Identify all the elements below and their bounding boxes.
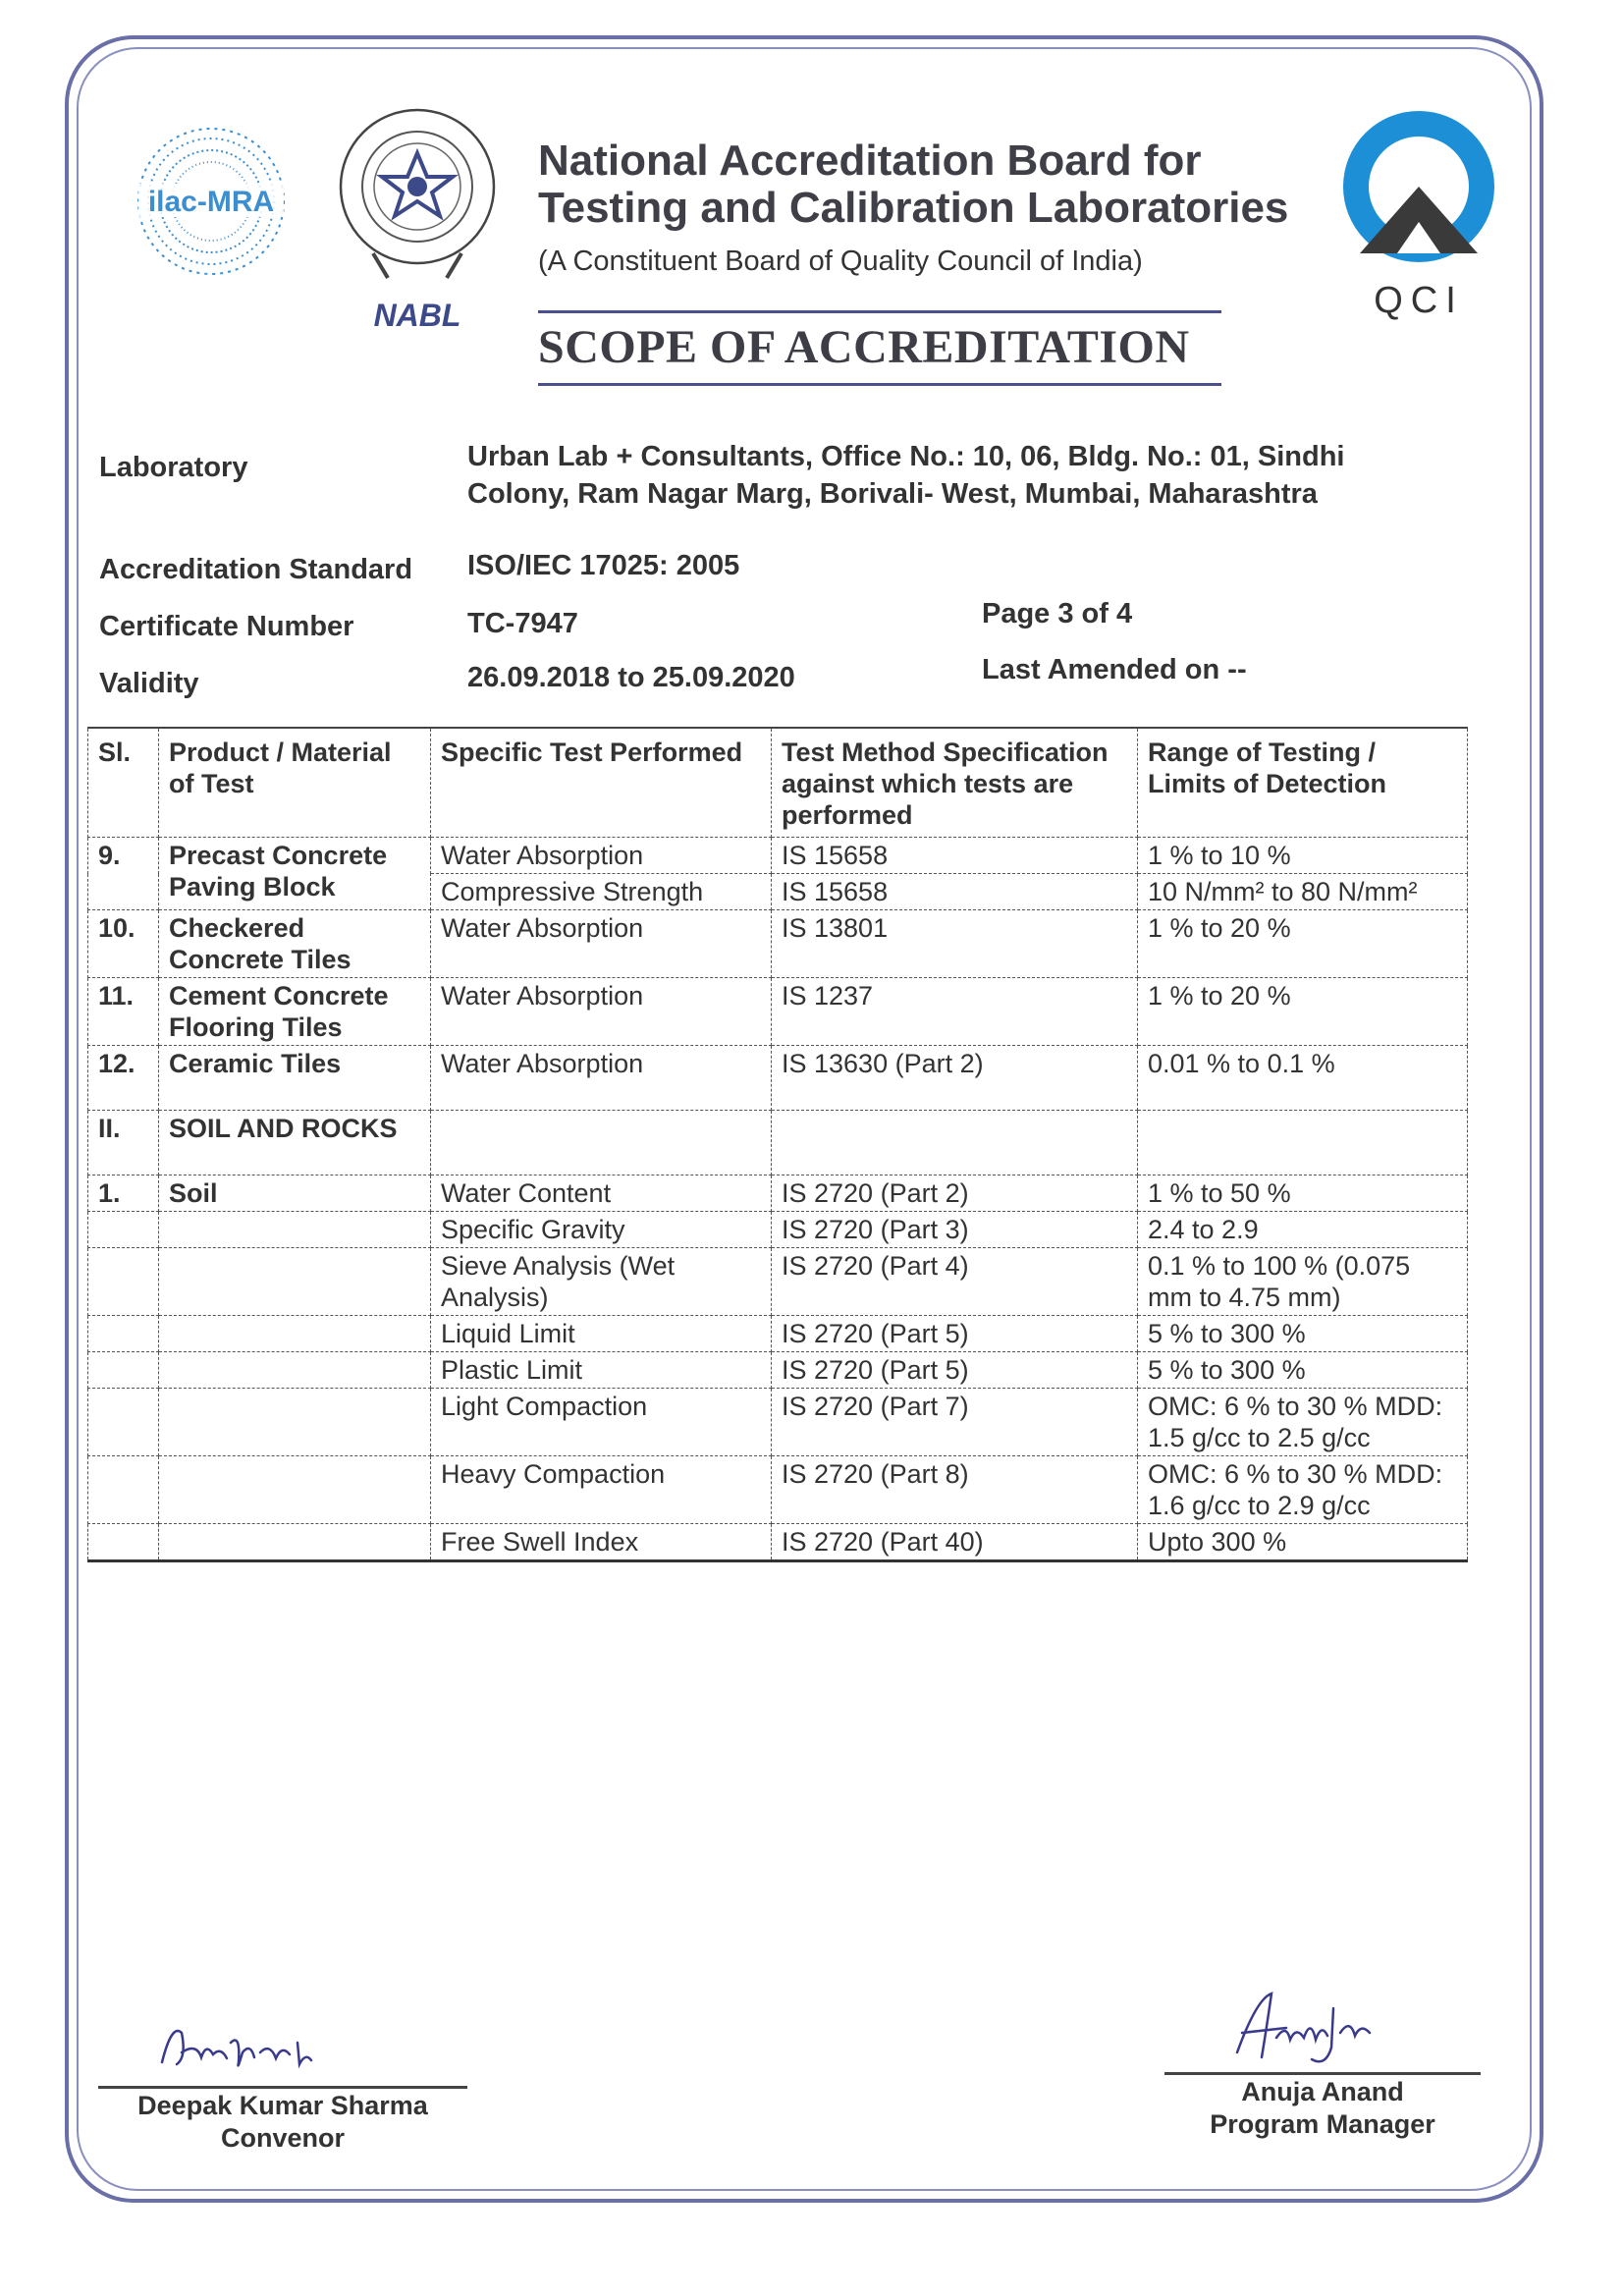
table-row	[88, 1111, 1468, 1175]
cell-test: Specific Gravity	[431, 1212, 772, 1248]
cell-method: IS 1237	[772, 978, 1138, 1046]
cell-range: 1 % to 20 %	[1138, 910, 1468, 978]
laboratory-value: Urban Lab + Consultants, Office No.: 10, 06, Bldg. No.: 01, Sindhi Colony, Ram Nagar Marg, Borivali- West, Mumbai, Maharashtra	[467, 441, 1345, 510]
cell-method: IS 2720 (Part 3)	[772, 1212, 1138, 1248]
cell-sl	[88, 1212, 159, 1248]
qci-logo	[1330, 106, 1507, 322]
cell-method: IS 2720 (Part 4)	[772, 1248, 1138, 1316]
cell-test: Light Compaction	[431, 1389, 772, 1456]
cell-test: Heavy Compaction	[431, 1456, 772, 1524]
cell-test: Water Absorption	[431, 838, 772, 874]
cell-range: 1 % to 20 %	[1138, 978, 1468, 1046]
cell-test: Water Absorption	[431, 978, 772, 1046]
cell-test	[431, 1111, 772, 1175]
signatory-left-name: Deepak Kumar Sharma	[137, 2091, 428, 2120]
nabl-logo	[334, 106, 501, 332]
cell-sl	[88, 1248, 159, 1316]
cell-product: SOIL AND ROCKS	[159, 1111, 431, 1175]
cell-product: Cement Concrete Flooring Tiles	[159, 978, 431, 1046]
cell-test: Water Absorption	[431, 1046, 772, 1111]
table-row	[88, 1248, 1468, 1316]
cell-sl: 9.	[88, 838, 159, 910]
header-test: Specific Test Performed	[431, 728, 772, 838]
document-title: SCOPE OF ACCREDITATION	[538, 321, 1190, 373]
header-range: Range of Testing / Limits of Detection	[1138, 728, 1468, 838]
cell-method: IS 13801	[772, 910, 1138, 978]
nabl-logo-text: NABL	[373, 298, 461, 332]
org-subtitle: (A Constituent Board of Quality Council of India)	[538, 246, 1143, 277]
table-row	[88, 838, 1468, 874]
cell-method: IS 2720 (Part 40)	[772, 1524, 1138, 1561]
qci-logo-text: QCI	[1374, 280, 1464, 321]
org-name-line1: National Accreditation Board for	[538, 137, 1202, 185]
certificate-value: TC-7947	[467, 608, 578, 639]
cell-product	[159, 1456, 431, 1524]
table-header-row	[88, 728, 1468, 838]
cell-product	[159, 1352, 431, 1389]
table-row	[88, 978, 1468, 1046]
cell-test: Liquid Limit	[431, 1316, 772, 1352]
cell-sl	[88, 1352, 159, 1389]
cell-product: Ceramic Tiles	[159, 1046, 431, 1111]
cell-range: 5 % to 300 %	[1138, 1352, 1468, 1389]
cell-range	[1138, 1111, 1468, 1175]
cell-sl: 11.	[88, 978, 159, 1046]
cell-product	[159, 1212, 431, 1248]
header-sl: Sl.	[88, 728, 159, 838]
laboratory-label: Laboratory	[99, 452, 248, 483]
page-info: Page 3 of 4	[982, 598, 1133, 629]
cell-test: Water Content	[431, 1175, 772, 1212]
cell-sl	[88, 1456, 159, 1524]
cell-range: 0.1 % to 100 % (0.075 mm to 4.75 mm)	[1138, 1248, 1468, 1316]
table-row	[88, 1212, 1468, 1248]
validity-label: Validity	[99, 668, 199, 699]
cell-method: IS 2720 (Part 5)	[772, 1352, 1138, 1389]
table-row	[88, 1524, 1468, 1561]
ilac-logo-text: ilac-MRA	[147, 186, 275, 218]
signature-line-right	[1164, 2072, 1481, 2075]
table-row	[88, 1046, 1468, 1111]
cell-sl	[88, 1316, 159, 1352]
cell-method: IS 2720 (Part 8)	[772, 1456, 1138, 1524]
cell-method: IS 13630 (Part 2)	[772, 1046, 1138, 1111]
cell-sl	[88, 1524, 159, 1561]
standard-label: Accreditation Standard	[99, 554, 413, 585]
header-method: Test Method Specification against which tests are performed	[772, 728, 1138, 838]
signatory-right-role: Program Manager	[1210, 2109, 1435, 2139]
table-row	[88, 1456, 1468, 1524]
org-name	[538, 137, 1343, 232]
signatory-right	[1164, 2076, 1481, 2141]
signature-anuja	[1217, 1979, 1384, 2077]
cell-test: Free Swell Index	[431, 1524, 772, 1561]
cell-method: IS 2720 (Part 7)	[772, 1389, 1138, 1456]
cell-range: 1 % to 10 %	[1138, 838, 1468, 874]
table-row	[88, 1316, 1468, 1352]
cell-range: OMC: 6 % to 30 % MDD: 1.5 g/cc to 2.5 g/cc	[1138, 1389, 1468, 1456]
cell-test: Water Absorption	[431, 910, 772, 978]
last-amended: Last Amended on --	[982, 654, 1247, 685]
cell-product: Precast Concrete Paving Block	[159, 838, 431, 910]
table-row	[88, 1175, 1468, 1212]
cell-sl: 10.	[88, 910, 159, 978]
signature-deepak	[152, 2003, 339, 2082]
cell-range: 5 % to 300 %	[1138, 1316, 1468, 1352]
table-row	[88, 1352, 1468, 1389]
cell-sl: II.	[88, 1111, 159, 1175]
ilac-mra-logo	[133, 123, 290, 280]
cell-method: IS 15658	[772, 874, 1138, 910]
cell-sl: 12.	[88, 1046, 159, 1111]
certificate-label: Certificate Number	[99, 611, 354, 642]
standard-value: ISO/IEC 17025: 2005	[467, 550, 740, 581]
cell-sl	[88, 1389, 159, 1456]
title-rule-top	[538, 310, 1221, 313]
org-name-line2: Testing and Calibration Laboratories	[538, 184, 1289, 232]
cell-range: 1 % to 50 %	[1138, 1175, 1468, 1212]
table-row	[88, 910, 1468, 978]
cell-method: IS 2720 (Part 2)	[772, 1175, 1138, 1212]
signature-line-left	[98, 2086, 467, 2089]
title-rule-bottom	[538, 383, 1221, 386]
cell-test: Compressive Strength	[431, 874, 772, 910]
cell-method: IS 15658	[772, 838, 1138, 874]
cell-test: Sieve Analysis (Wet Analysis)	[431, 1248, 772, 1316]
cell-range: 2.4 to 2.9	[1138, 1212, 1468, 1248]
cell-range: OMC: 6 % to 30 % MDD: 1.6 g/cc to 2.9 g/cc	[1138, 1456, 1468, 1524]
header-product: Product / Material of Test	[159, 728, 431, 838]
table-row	[88, 1389, 1468, 1456]
cell-range: 0.01 % to 0.1 %	[1138, 1046, 1468, 1111]
cell-method: IS 2720 (Part 5)	[772, 1316, 1138, 1352]
signatory-right-name: Anuja Anand	[1241, 2077, 1404, 2106]
cell-product: Checkered Concrete Tiles	[159, 910, 431, 978]
cell-product	[159, 1316, 431, 1352]
cell-sl: 1.	[88, 1175, 159, 1212]
signatory-left	[98, 2090, 467, 2155]
cell-method	[772, 1111, 1138, 1175]
cell-product	[159, 1524, 431, 1561]
validity-value: 26.09.2018 to 25.09.2020	[467, 662, 795, 693]
scope-table	[87, 727, 1468, 1562]
cell-range: 10 N/mm² to 80 N/mm²	[1138, 874, 1468, 910]
signatory-left-role: Convenor	[220, 2123, 345, 2153]
cell-product: Soil	[159, 1175, 431, 1212]
cell-range: Upto 300 %	[1138, 1524, 1468, 1561]
cell-product	[159, 1389, 431, 1456]
cell-test: Plastic Limit	[431, 1352, 772, 1389]
cell-product	[159, 1248, 431, 1316]
